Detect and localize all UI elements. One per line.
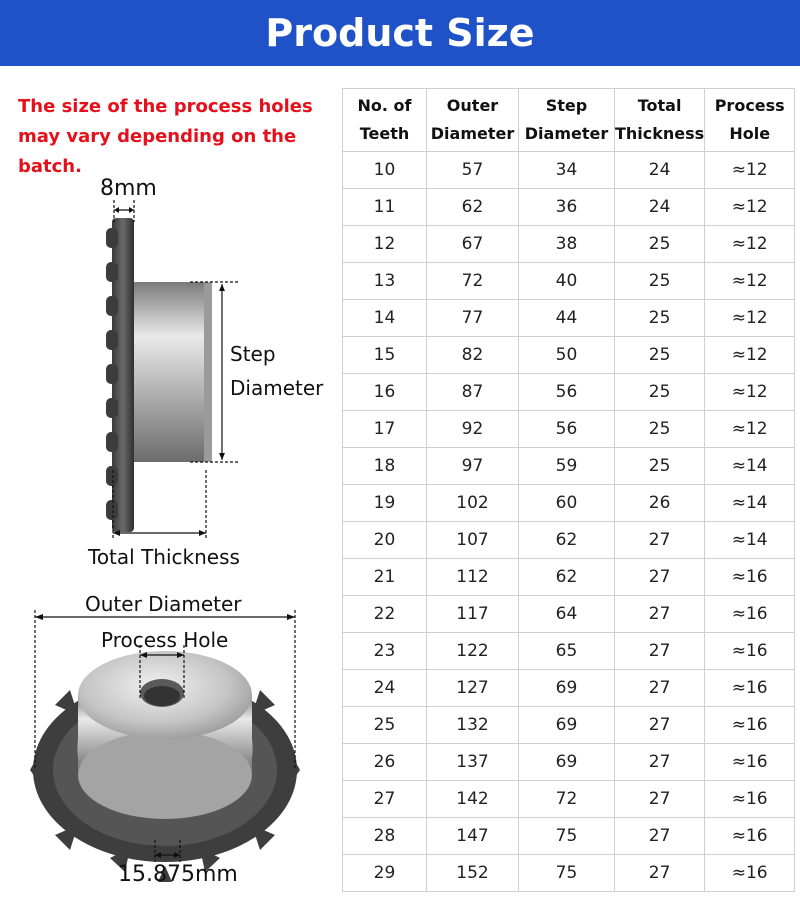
outer-diameter-cell: 112 [427, 559, 519, 596]
teeth-cell: 21 [343, 559, 427, 596]
total-thickness-cell: 27 [615, 744, 705, 781]
step-diameter-cell: 72 [519, 781, 615, 818]
table-row [343, 559, 795, 596]
total-thickness-cell: 27 [615, 818, 705, 855]
outer-diameter-cell: 152 [427, 855, 519, 892]
outer-diameter-cell: 107 [427, 522, 519, 559]
total-thickness-cell: 24 [615, 189, 705, 226]
process-hole-cell: ≈16 [705, 633, 795, 670]
teeth-cell: 28 [343, 818, 427, 855]
total-thickness-cell: 25 [615, 226, 705, 263]
teeth-cell: 17 [343, 411, 427, 448]
teeth-cell: 22 [343, 596, 427, 633]
table-row [343, 226, 795, 263]
outer-diameter-cell: 82 [427, 337, 519, 374]
teeth-cell: 18 [343, 448, 427, 485]
outer-diameter-cell: 147 [427, 818, 519, 855]
outer-diameter-cell: 72 [427, 263, 519, 300]
outer-diameter-cell: 117 [427, 596, 519, 633]
teeth-cell: 26 [343, 744, 427, 781]
table-row [343, 596, 795, 633]
pitch-label: 15.875mm [118, 862, 238, 887]
step-diameter-cell: 38 [519, 226, 615, 263]
total-thickness-cell: 25 [615, 411, 705, 448]
header-outer-diameter: Outer Diameter [427, 89, 519, 152]
header-step-diameter: Step Diameter [519, 89, 615, 152]
outer-diameter-cell: 142 [427, 781, 519, 818]
outer-diameter-cell: 132 [427, 707, 519, 744]
chain-width-label: 8mm [100, 176, 157, 201]
table-row [343, 744, 795, 781]
sprocket-illustrations [0, 0, 340, 900]
process-hole-cell: ≈14 [705, 522, 795, 559]
teeth-cell: 27 [343, 781, 427, 818]
step-diameter-cell: 69 [519, 707, 615, 744]
table-row [343, 855, 795, 892]
step-diameter-cell: 62 [519, 559, 615, 596]
teeth-cell: 13 [343, 263, 427, 300]
total-thickness-cell: 27 [615, 670, 705, 707]
total-thickness-cell: 27 [615, 559, 705, 596]
process-hole-cell: ≈12 [705, 263, 795, 300]
process-hole-cell: ≈14 [705, 448, 795, 485]
process-hole-cell: ≈16 [705, 707, 795, 744]
process-hole-cell: ≈12 [705, 300, 795, 337]
step-diameter-cell: 69 [519, 744, 615, 781]
total-thickness-cell: 25 [615, 263, 705, 300]
table-header-row [343, 89, 795, 152]
outer-diameter-cell: 87 [427, 374, 519, 411]
step-diameter-cell: 69 [519, 670, 615, 707]
step-diameter-label-line2: Diameter [230, 376, 324, 400]
teeth-cell: 23 [343, 633, 427, 670]
table-row [343, 670, 795, 707]
step-diameter-cell: 65 [519, 633, 615, 670]
process-hole-cell: ≈16 [705, 670, 795, 707]
step-diameter-cell: 60 [519, 485, 615, 522]
total-thickness-cell: 27 [615, 596, 705, 633]
total-thickness-label: Total Thickness [88, 545, 240, 569]
step-diameter-label-line1: Step [230, 342, 276, 366]
teeth-cell: 29 [343, 855, 427, 892]
step-diameter-cell: 64 [519, 596, 615, 633]
outer-diameter-label: Outer Diameter [85, 592, 242, 616]
process-hole-cell: ≈12 [705, 337, 795, 374]
teeth-cell: 20 [343, 522, 427, 559]
size-table-container [342, 88, 795, 892]
table-row [343, 374, 795, 411]
table-row [343, 300, 795, 337]
outer-diameter-cell: 62 [427, 189, 519, 226]
total-thickness-cell: 27 [615, 855, 705, 892]
process-hole-cell: ≈14 [705, 485, 795, 522]
process-hole-cell: ≈16 [705, 596, 795, 633]
step-diameter-cell: 75 [519, 818, 615, 855]
outer-diameter-cell: 92 [427, 411, 519, 448]
outer-diameter-cell: 77 [427, 300, 519, 337]
step-diameter-cell: 44 [519, 300, 615, 337]
step-diameter-cell: 40 [519, 263, 615, 300]
total-thickness-cell: 25 [615, 448, 705, 485]
outer-diameter-cell: 122 [427, 633, 519, 670]
process-hole-cell: ≈16 [705, 744, 795, 781]
step-diameter-cell: 36 [519, 189, 615, 226]
total-thickness-cell: 25 [615, 337, 705, 374]
step-diameter-cell: 59 [519, 448, 615, 485]
table-row [343, 263, 795, 300]
step-diameter-cell: 62 [519, 522, 615, 559]
process-hole-label: Process Hole [101, 628, 229, 652]
total-thickness-cell: 26 [615, 485, 705, 522]
process-hole-cell: ≈12 [705, 152, 795, 189]
teeth-cell: 11 [343, 189, 427, 226]
batch-note: The size of the process holes may vary depending on the batch. [18, 96, 313, 177]
teeth-cell: 24 [343, 670, 427, 707]
process-hole-cell: ≈16 [705, 559, 795, 596]
table-row [343, 337, 795, 374]
step-diameter-cell: 50 [519, 337, 615, 374]
process-hole-cell: ≈12 [705, 226, 795, 263]
outer-diameter-cell: 137 [427, 744, 519, 781]
table-row [343, 522, 795, 559]
outer-diameter-cell: 127 [427, 670, 519, 707]
header-process-hole: Process Hole [705, 89, 795, 152]
teeth-cell: 16 [343, 374, 427, 411]
header-teeth: No. of Teeth [343, 89, 427, 152]
total-thickness-cell: 25 [615, 374, 705, 411]
outer-diameter-cell: 102 [427, 485, 519, 522]
table-row [343, 818, 795, 855]
total-thickness-cell: 27 [615, 781, 705, 818]
table-row [343, 152, 795, 189]
side-view-sprocket [106, 218, 212, 532]
step-diameter-cell: 75 [519, 855, 615, 892]
teeth-cell: 10 [343, 152, 427, 189]
table-row [343, 189, 795, 226]
table-row [343, 633, 795, 670]
teeth-cell: 19 [343, 485, 427, 522]
process-hole-cell: ≈12 [705, 374, 795, 411]
process-hole-cell: ≈12 [705, 411, 795, 448]
process-hole-cell: ≈16 [705, 781, 795, 818]
total-thickness-cell: 27 [615, 707, 705, 744]
table-body [343, 152, 795, 892]
total-thickness-cell: 27 [615, 522, 705, 559]
teeth-cell: 14 [343, 300, 427, 337]
teeth-cell: 12 [343, 226, 427, 263]
teeth-cell: 15 [343, 337, 427, 374]
size-table [342, 88, 795, 892]
outer-diameter-cell: 57 [427, 152, 519, 189]
step-diameter-cell: 56 [519, 374, 615, 411]
table-row [343, 781, 795, 818]
process-hole-cell: ≈16 [705, 855, 795, 892]
total-thickness-cell: 27 [615, 633, 705, 670]
process-hole-cell: ≈12 [705, 189, 795, 226]
table-row [343, 448, 795, 485]
page-title: Product Size [0, 0, 800, 66]
outer-diameter-cell: 97 [427, 448, 519, 485]
table-row [343, 485, 795, 522]
perspective-sprocket [30, 651, 300, 882]
step-diameter-cell: 56 [519, 411, 615, 448]
process-hole-cell: ≈16 [705, 818, 795, 855]
teeth-cell: 25 [343, 707, 427, 744]
table-row [343, 411, 795, 448]
header-total-thickness: Total Thickness [615, 89, 705, 152]
outer-diameter-cell: 67 [427, 226, 519, 263]
step-diameter-cell: 34 [519, 152, 615, 189]
total-thickness-cell: 24 [615, 152, 705, 189]
total-thickness-cell: 25 [615, 300, 705, 337]
table-row [343, 707, 795, 744]
